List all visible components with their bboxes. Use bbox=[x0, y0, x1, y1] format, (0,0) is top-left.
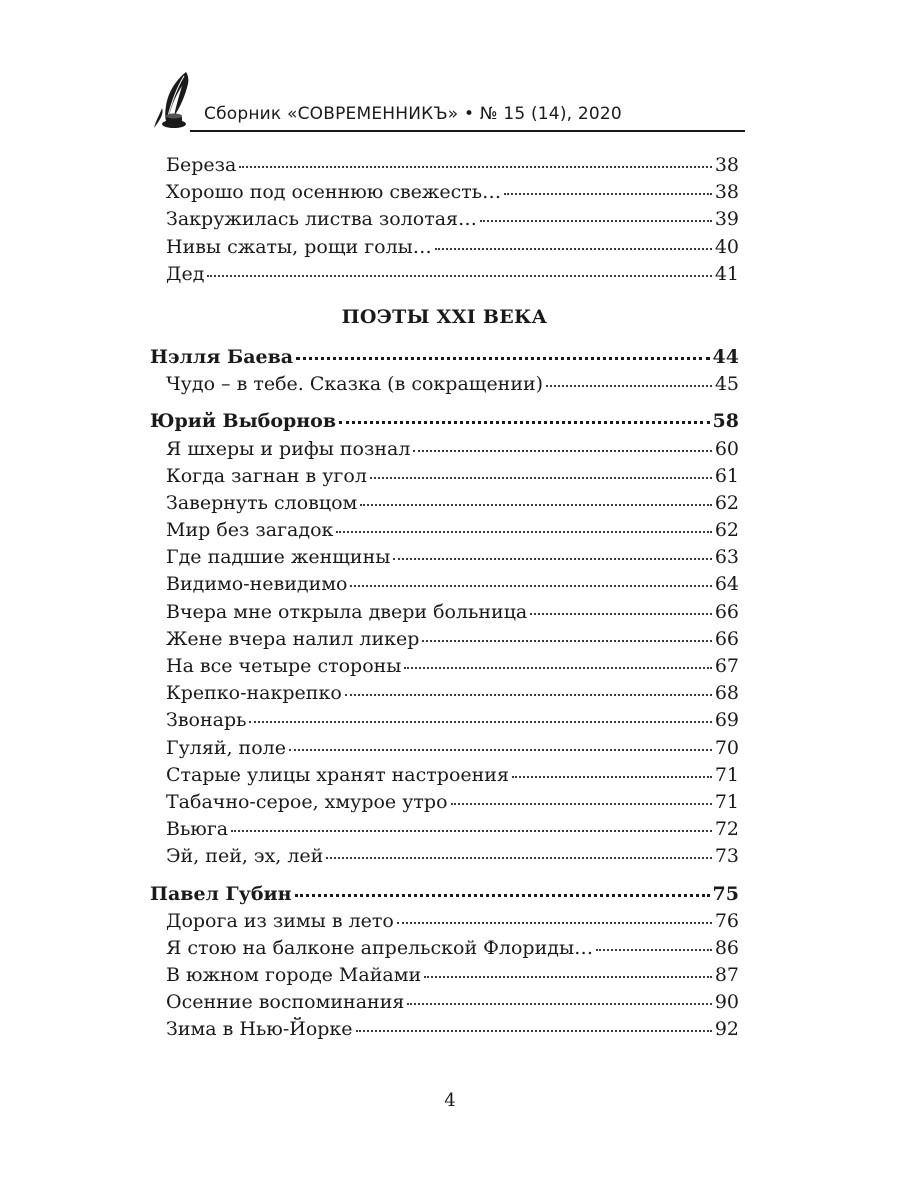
leader-dots bbox=[207, 275, 711, 277]
leader-dots bbox=[404, 667, 711, 669]
toc-entry bbox=[150, 517, 739, 544]
toc-entry bbox=[150, 653, 739, 680]
toc-entry bbox=[150, 935, 739, 962]
toc-entry-page: 40 bbox=[714, 235, 739, 258]
toc-entry-title: Мир без загадок bbox=[166, 519, 334, 542]
toc-entry-title: Жене вчера налил ликер bbox=[166, 627, 420, 650]
leader-dots bbox=[289, 749, 712, 751]
toc-entry-title: На все четыре стороны bbox=[166, 655, 402, 677]
toc-entry-title: Гуляй, поле bbox=[166, 736, 286, 759]
toc-entry-page: 66 bbox=[714, 600, 739, 623]
toc-entry bbox=[150, 962, 739, 989]
toc-entry bbox=[150, 179, 739, 206]
toc-entry-page: 62 bbox=[714, 491, 739, 514]
leader-dots bbox=[326, 857, 711, 859]
toc-entry bbox=[150, 206, 739, 233]
toc-entry bbox=[150, 490, 739, 517]
toc-entry-title: Когда загнан в угол bbox=[166, 464, 367, 487]
toc-entry bbox=[150, 571, 739, 598]
toc-entry bbox=[150, 707, 739, 734]
toc-entry-title: Закружилась листва золотая… bbox=[166, 208, 478, 231]
toc-entry-title: Видимо-невидимо bbox=[166, 573, 348, 596]
leader-dots bbox=[360, 504, 712, 506]
header-title: Сборник «СОВРЕМЕННИКЪ» • № 15 (14), 2020 bbox=[204, 104, 622, 124]
spacer bbox=[150, 871, 739, 881]
toc-entry-title: Дед bbox=[166, 262, 205, 285]
leader-dots bbox=[393, 558, 711, 560]
leader-dots bbox=[295, 894, 710, 897]
toc-entry bbox=[150, 1016, 739, 1043]
section-title: ПОЭТЫ XXI ВЕКА bbox=[341, 305, 548, 328]
toc-entry-title: Нивы сжаты, рощи голы… bbox=[166, 235, 432, 258]
toc-entry-page: 69 bbox=[714, 709, 739, 732]
toc-entry-page: 67 bbox=[714, 655, 739, 677]
leader-dots bbox=[356, 1030, 712, 1032]
leader-dots bbox=[339, 421, 709, 424]
toc-entry-page: 61 bbox=[714, 464, 739, 487]
toc-entry bbox=[150, 908, 739, 935]
toc-author-entry bbox=[150, 881, 739, 908]
leader-dots bbox=[296, 357, 709, 360]
leader-dots bbox=[530, 613, 712, 615]
toc-entry-title: Я шхеры и рифы познал bbox=[166, 437, 411, 460]
toc-entry-title: Вьюга bbox=[166, 818, 229, 841]
toc-entry-title: Завернуть словцом bbox=[166, 491, 358, 514]
leader-dots bbox=[424, 976, 712, 978]
toc-entry-page: 62 bbox=[714, 519, 739, 542]
leader-dots bbox=[546, 385, 712, 387]
spacer bbox=[150, 398, 739, 408]
toc-entry bbox=[150, 680, 739, 707]
toc-entry-title: Эй, пей, эх, лей bbox=[166, 845, 324, 868]
toc-entry bbox=[150, 843, 739, 870]
quill-inkwell-icon bbox=[150, 70, 202, 132]
toc-entry-page: 63 bbox=[714, 546, 739, 569]
running-header bbox=[150, 70, 745, 132]
toc-entry bbox=[150, 234, 739, 261]
toc-entry bbox=[150, 436, 739, 463]
leader-dots bbox=[435, 248, 712, 250]
toc-entry bbox=[150, 816, 739, 843]
toc-entry-title: Табачно-серое, хмурое утро bbox=[166, 790, 448, 813]
leader-dots bbox=[370, 477, 712, 479]
toc-entry-page: 86 bbox=[714, 936, 739, 959]
leader-dots bbox=[336, 531, 711, 533]
toc-entry-title: Старые улицы хранят настроения bbox=[166, 763, 509, 786]
leader-dots bbox=[451, 803, 712, 805]
toc-entry-page: 64 bbox=[714, 573, 739, 596]
toc-entry-title: Я стою на балконе апрельской Флориды… bbox=[166, 936, 594, 959]
toc-entry-page: 92 bbox=[714, 1018, 739, 1041]
toc-entry-title: Звонарь bbox=[166, 709, 247, 732]
toc-entry-page: 38 bbox=[714, 154, 739, 176]
table-of-contents bbox=[150, 152, 739, 1044]
leader-dots bbox=[413, 450, 711, 452]
author-name: Нэлля Баева bbox=[150, 345, 294, 368]
toc-entry-title: Хорошо под осеннюю свежесть… bbox=[166, 181, 502, 204]
toc-entry-page: 90 bbox=[714, 991, 739, 1014]
toc-entry-page: 68 bbox=[714, 682, 739, 705]
leader-dots bbox=[239, 166, 712, 168]
leader-dots bbox=[231, 830, 712, 832]
toc-entry bbox=[150, 789, 739, 816]
toc-entry bbox=[150, 261, 739, 288]
toc-entry-page: 71 bbox=[714, 763, 739, 786]
toc-author-entry bbox=[150, 344, 739, 371]
toc-entry bbox=[150, 544, 739, 571]
toc-entry-page: 70 bbox=[714, 736, 739, 759]
leader-dots bbox=[249, 721, 711, 723]
toc-entry bbox=[150, 371, 739, 398]
toc-entry-title: Осенние воспоминания bbox=[166, 991, 405, 1014]
toc-entry-title: В южном городе Майами bbox=[166, 964, 422, 987]
toc-entry-title: Чудо – в тебе. Сказка (в сокращении) bbox=[166, 373, 544, 396]
toc-entry-page: 73 bbox=[714, 845, 739, 868]
leader-dots bbox=[512, 776, 712, 778]
toc-entry-page: 38 bbox=[714, 181, 739, 204]
toc-entry bbox=[150, 463, 739, 490]
toc-entry-title: Дорога из зимы в лето bbox=[166, 909, 394, 932]
toc-entry-page: 71 bbox=[714, 790, 739, 813]
header-rule bbox=[190, 130, 745, 132]
leader-dots bbox=[480, 220, 712, 222]
toc-entry-page: 66 bbox=[714, 627, 739, 650]
toc-entry-page: 41 bbox=[714, 262, 739, 285]
toc-entry-page: 45 bbox=[714, 373, 739, 396]
toc-entry-title: Где падшие женщины bbox=[166, 546, 391, 569]
toc-entry-page: 76 bbox=[714, 909, 739, 932]
toc-entry-title: Зима в Нью-Йорке bbox=[166, 1018, 353, 1041]
leader-dots bbox=[422, 640, 711, 642]
leader-dots bbox=[397, 922, 712, 924]
toc-entry-page: 60 bbox=[714, 437, 739, 460]
toc-entry-page: 87 bbox=[714, 964, 739, 987]
author-page: 75 bbox=[712, 882, 739, 905]
author-page: 44 bbox=[712, 345, 739, 368]
toc-entry bbox=[150, 152, 739, 179]
leader-dots bbox=[504, 193, 712, 195]
toc-entry-title: Вчера мне открыла двери больница bbox=[166, 600, 528, 623]
author-name: Павел Губин bbox=[150, 882, 292, 905]
leader-dots bbox=[407, 1003, 711, 1005]
toc-entry-page: 72 bbox=[714, 818, 739, 841]
toc-entry bbox=[150, 626, 739, 653]
author-name: Юрий Выборнов bbox=[150, 410, 337, 433]
toc-entry bbox=[150, 599, 739, 626]
toc-entry bbox=[150, 989, 739, 1016]
toc-entry-title: Береза bbox=[166, 154, 237, 176]
leader-dots bbox=[350, 585, 711, 587]
leader-dots bbox=[596, 949, 712, 951]
toc-entry bbox=[150, 762, 739, 789]
toc-entry bbox=[150, 735, 739, 762]
leader-dots bbox=[345, 694, 712, 696]
toc-entry-title: Крепко-накрепко bbox=[166, 682, 342, 705]
toc-entry-page: 39 bbox=[714, 208, 739, 231]
toc-author-entry bbox=[150, 408, 739, 435]
page-number: 4 bbox=[444, 1090, 456, 1111]
author-page: 58 bbox=[712, 410, 739, 433]
